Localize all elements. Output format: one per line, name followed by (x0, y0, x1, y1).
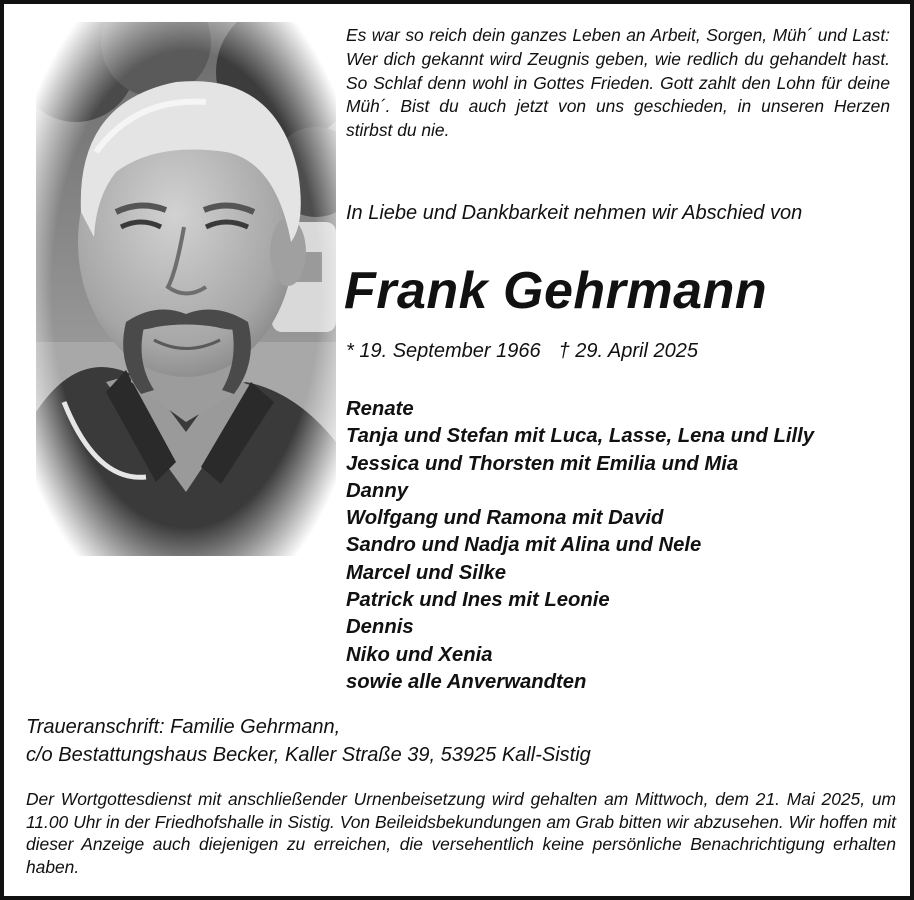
mourner-entry: Jessica und Thorsten mit Emilia und Mia (346, 452, 739, 475)
address-line: Traueranschrift: Familie Gehrmann, (26, 716, 341, 738)
mourning-address (26, 713, 896, 769)
mourner-entry: sowie alle Anverwandten (346, 670, 587, 693)
mourner-entry: Marcel und Silke (346, 561, 507, 584)
memorial-poem: Es war so reich dein ganzes Leben an Arbeit, Sorgen, Müh´ und Last: Wer dich gekannt wird Zeugnis geben, wie redlich du gehandelt hast. So Schlaf denn wohl in Gottes Frieden. Gott zahlt den Lohn für deine Müh´. Bist du auch jetzt von uns geschieden, in unseren Herzen stirbst du nie. (346, 25, 890, 141)
address-line: c/o Bestattungshaus Becker, Kaller Straße 39, 53925 Kall-Sistig (26, 744, 591, 766)
portrait-icon (36, 22, 336, 556)
portrait-photo (36, 22, 336, 556)
mourner-entry: Tanja und Stefan mit Luca, Lasse, Lena und Lilly (346, 425, 815, 448)
mourner-entry: Dennis (346, 616, 414, 639)
mourner-entry: Niko und Xenia (346, 643, 493, 666)
death-date: † 29. April 2025 (558, 340, 698, 362)
life-dates (346, 338, 906, 364)
mourner-entry: Sandro und Nadja mit Alina und Nele (346, 534, 702, 557)
mourners-list (346, 396, 906, 696)
birth-date: * 19. September 1966 (346, 340, 541, 362)
mourner-entry: Renate (346, 398, 414, 420)
mourner-entry: Danny (346, 479, 408, 502)
farewell-intro: In Liebe und Dankbarkeit nehmen wir Abschied von (346, 202, 803, 224)
service-notice: Der Wortgottesdienst mit anschließender Urnenbeisetzung wird gehalten am Mittwoch, dem 21. Mai 2025, um 11.00 Uhr in der Friedhofshalle in Sistig. Von Beileidsbekundungen am Grab bitten wir abzusehen. Wir hoffen mit dieser Anzeige auch diejenigen zu erreichen, die versehentlich keine persönliche Benachrichtigung erhalten haben. (26, 789, 896, 877)
deceased-name: Frank Gehrmann (344, 262, 768, 320)
mourner-entry: Patrick und Ines mit Leonie (346, 589, 610, 612)
mourner-entry: Wolfgang und Ramona mit David (346, 507, 664, 530)
